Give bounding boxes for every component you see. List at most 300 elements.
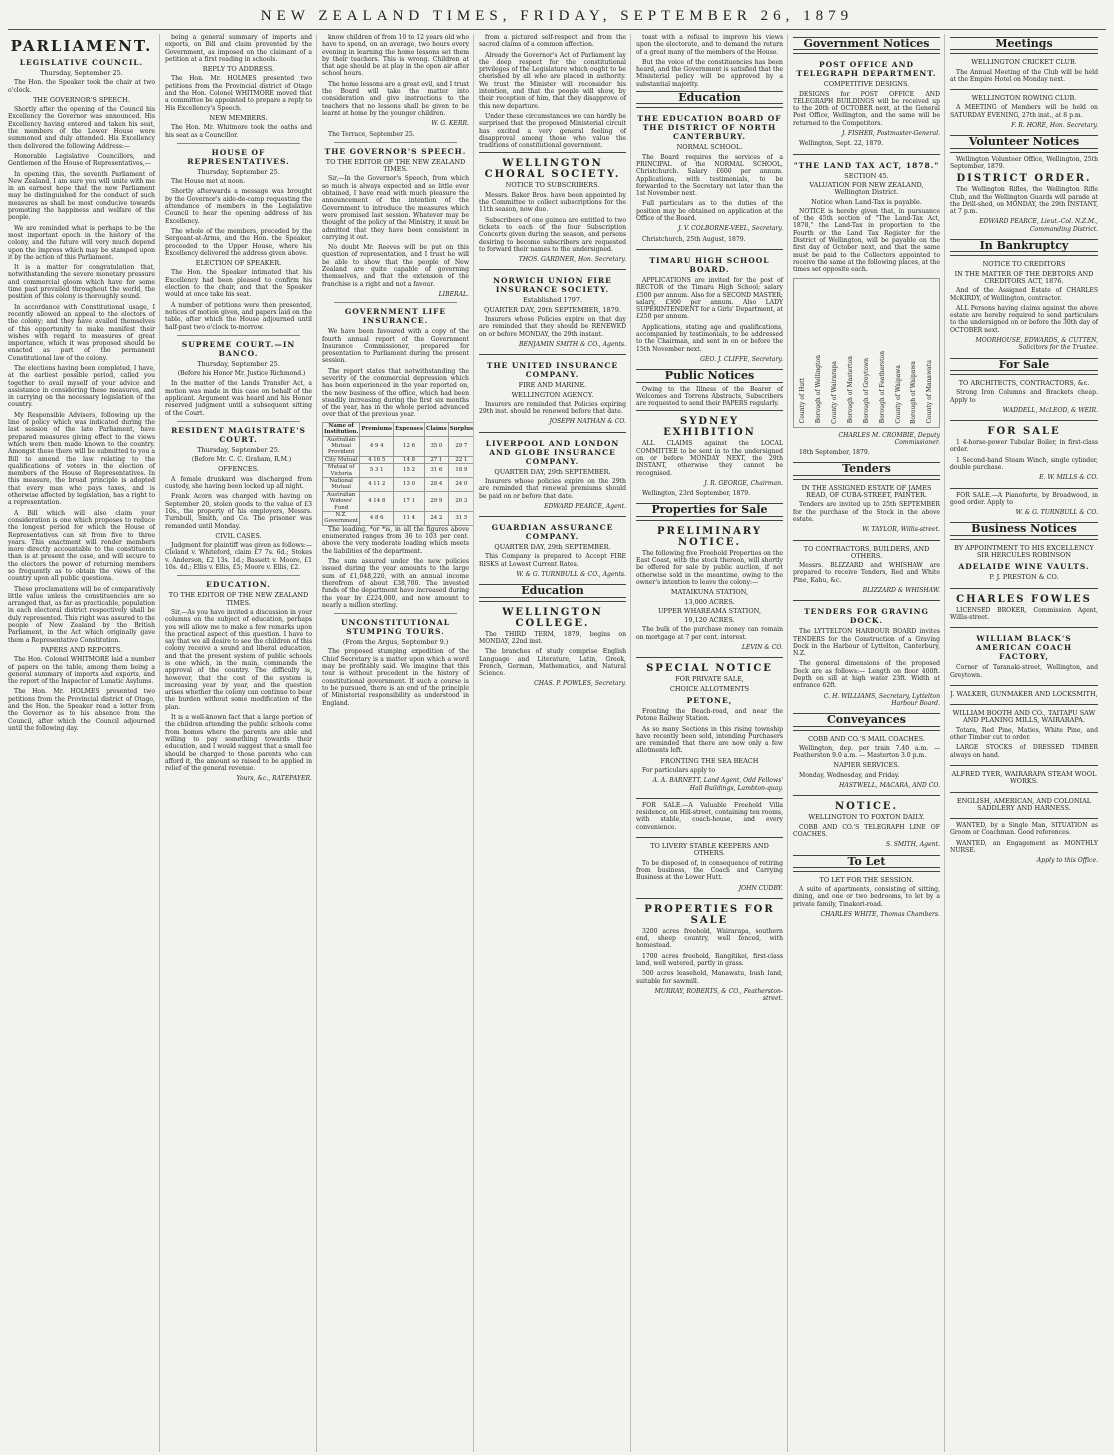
ad-signature: HASTWELL, MACARA, AND CO. (839, 782, 940, 790)
ad-text: Strong Iron Columns and Brackets cheap. Apply to (950, 389, 1098, 404)
ad-subtitle: QUARTER DAY, 29th SEPTEMBER. (494, 543, 611, 552)
council-date: Thursday, September 25. (40, 69, 123, 77)
ad-title: NORWICH UNION FIRE INSURANCE SOCIETY. (493, 276, 612, 295)
ad-subtitle: SECTION 45. (844, 171, 889, 180)
ad-subtitle: Notice when Land-Tax is payable. (811, 197, 922, 206)
address-salutation: Honorable Legislative Councillors, and Gentlemen of the House of Representatives,— (8, 152, 155, 168)
stumping-tours-heading: UNCONSTITUTIONAL STUMPING TOURS. (341, 618, 450, 637)
ad-text: For particulars apply to (642, 767, 716, 774)
article-paragraph: from a pictured self-respect and from the sacred claims of a common affection. (479, 34, 626, 49)
ad-subtitle: WELLINGTON AGENCY. (511, 390, 594, 399)
article-source: (From the Argus, September 9.) (342, 638, 449, 647)
ad-location: Christchurch, 25th August, 1879. (642, 235, 746, 243)
collection-place: Borough of Masterton (846, 356, 854, 424)
ad-text: ALL CLAIMS against the LOCAL COMMITTEE to be sent in to the undersigned on or before MONDAY NEXT, the 29th INSTANT, otherwise they cannot be recognised. (636, 440, 783, 477)
collection-place: Borough of Featherston (878, 351, 886, 424)
properties-banner: Properties for Sale (636, 503, 783, 516)
ad-subtitle: FOR PRIVATE SALE, (675, 675, 744, 684)
court-heading: SUPREME COURT.—IN BANCO. (181, 339, 296, 358)
norwich-union-ad (479, 269, 626, 348)
ad-subtitle: QUARTER DAY, 29th SEPTEMBER. (494, 467, 611, 476)
ad-signature: CHARLES M. CROMBIE, Deputy Commissioner. (838, 431, 940, 446)
ad-title: BY APPOINTMENT TO HIS EXCELLENCY SIR HERCULES ROBINSON (954, 543, 1094, 560)
insurance-table (322, 422, 474, 526)
ad-title: NOTICE TO CREDITORS (982, 260, 1066, 269)
letter-signature: Yours, &c., RATEPAYER. (236, 775, 312, 783)
article-paragraph: A female drunkard was discharged from custody, she having been locked up all night. (165, 475, 312, 491)
table-cell: Australian Widows' Fund (323, 491, 360, 511)
ad-title: DISTRICT ORDER. (956, 173, 1092, 185)
ad-title: WILLIAM BLACK'S AMERICAN COACH FACTORY, (975, 634, 1073, 662)
ad-signature: THOS. GARDNER, Hon. Secretary. (518, 256, 626, 264)
table-header: Expenses (394, 422, 425, 436)
ad-text: 500 acres leasehold, Manawatu, bush land, suitable for sawmill. (636, 970, 783, 985)
ad-title: TENDERS FOR GRAVING DOCK. (804, 607, 929, 626)
article-paragraph: The sum assured under the new policies issued during the year amounts to the large sum of £1,048,220, with an annual income therefrom of about £38,700. The invested funds of the department have increased during the year by £224,000, and now amount to nearly a million sterling. (322, 558, 469, 609)
table-cell: N.Z. Government (324, 512, 359, 525)
table-cell: National Mutual (323, 478, 360, 492)
letter-signature: W. G. KERR. (431, 120, 469, 128)
section-heading: OFFENCES. (218, 465, 259, 474)
article-paragraph: The home lessons are a great evil, and I trust the Board will take the matter into consideration and give instructions to the teachers that no lessons shall be given to be learnt at home by the younger children. (322, 80, 469, 117)
table-cell: 11 4 (394, 512, 425, 526)
ad-location: Wellington, 23rd September, 1879. (642, 490, 751, 498)
ad-text: The Annual Meeting of the Club will be held at the Empire Hotel on Monday next. (950, 68, 1098, 83)
to-let-ad (793, 871, 940, 918)
ad-text: And of the Assigned Estate of CHARLES McKIRDY, of Wellington, contractor. (950, 287, 1098, 302)
divider (177, 335, 300, 336)
article-paragraph: know children of from 10 to 12 years old who have to spend, on an average, two hours every evening in learning the home lessons set them by their teachers. This is wrong. Children at that age should be at play in the open air after school hours. (322, 34, 469, 78)
ad-text: To be disposed of, in consequence of retiring from business, the Coach and Carrying Business at the Lower Hutt. (636, 859, 783, 882)
table-header: Premiums (360, 422, 394, 436)
rm-court-heading: RESIDENT MAGISTRATE'S COURT. (171, 425, 306, 444)
collection-place: County of Waipawa (894, 364, 902, 424)
creditors-notice-ad (950, 255, 1098, 351)
ad-signature: CHAS. P. POWLES, Secretary. (534, 680, 626, 688)
table-cell: Australian Mutual Provident (323, 436, 360, 456)
table-cell: City Mutual (323, 456, 360, 463)
ad-text: LARGE STOCKS of DRESSED TIMBER always on hand. (950, 744, 1098, 759)
column-5 (636, 34, 788, 1452)
column-1 (8, 34, 160, 1452)
table-cell: Mutual of Victoria (323, 464, 360, 478)
ad-subtitle: FRONTING THE SEA BEACH (660, 756, 759, 765)
divider (177, 575, 300, 576)
ad-title: "THE LAND TAX ACT, 1878." (793, 160, 940, 170)
article-paragraph: Under these circumstances we can hardly be surprised that the proposed Ministerial circuit has excited a very general feeling of disapproval among those who value the traditions of constitutional government. (479, 112, 626, 150)
table-cell: 13 0 (394, 478, 425, 492)
conveyances-banner: Conveyances (793, 713, 940, 726)
ad-signature: JOSEPH NATHAN & CO. (549, 418, 626, 426)
council-heading: LEGISLATIVE COUNCIL. (19, 58, 144, 67)
collection-place: County of Hutt (799, 378, 807, 424)
collection-place: Borough of Wellington (815, 355, 823, 424)
columns-sale-ad (950, 374, 1098, 414)
ad-signature: W. & G. TURNBULL & CO. (1015, 509, 1098, 517)
ad-title: SYDNEY EXHIBITION (663, 416, 756, 439)
house-heading: HOUSE OF REPRESENTATIVES. (187, 147, 290, 166)
ad-subtitle: NOTICE TO SUBSCRIBERS. (505, 181, 600, 190)
meetings-banner: Meetings (950, 37, 1098, 50)
article-paragraph: It is a well-known fact that a large portion of the children attending the public schools come from homes where the parents are able and willing to pay something towards their education, and I would suggest that a small fee should be charged to those parents who can afford it, the amount so raised to be applied in relief of the general revenue. (165, 714, 312, 773)
table-header: Surplus (448, 422, 474, 436)
ad-title: TO CONTRACTORS, BUILDERS, AND OTHERS. (803, 544, 930, 560)
letter-location: The Terrace, September 25. (328, 130, 415, 138)
livery-stable-ad (636, 837, 783, 892)
table-cell: 18 9 (448, 464, 474, 478)
ad-text: 1700 acres freehold, Rangitikei, first-class land, well watered, partly in grass. (636, 952, 783, 968)
table-row (323, 512, 475, 526)
collection-place: County of Wairarapa (831, 360, 839, 424)
ad-signature: CHARLES WHITE, Thomas Chambers. (820, 911, 940, 918)
ad-title: J. WALKER, GUNMAKER AND LOCKSMITH, (950, 689, 1098, 698)
ad-text: 1 Second-hand Steam Winch, single cylinder, double purchase. (950, 456, 1098, 471)
article-paragraph: being a general summary of imports and exports, on Bill and claim prevented by the Government, as imposed on the claimant of a petition at a first reading in schools. (165, 34, 312, 63)
coaches-ad (793, 730, 940, 790)
foxton-coach-ad (793, 795, 940, 848)
article-paragraph: The whole of the members, preceded by the Sergeant-at-Arms, and the Hon. the Speaker, proceeded to the Upper House, where his Excellency delivered the address given above. (165, 227, 312, 257)
table-header-row (323, 422, 475, 436)
divider (334, 142, 457, 143)
article-paragraph: The Hon. the Speaker took the chair at two o'clock. (8, 79, 155, 94)
ad-title: NOTICE. (834, 801, 899, 813)
tenders-banner: Tenders (793, 462, 940, 475)
ad-text: The THIRD TERM, 1879, begins on MONDAY, 22nd inst. (479, 630, 626, 645)
court-bench: (Before his Honor Mr. Justice Richmond.) (177, 370, 306, 378)
education-banner: Education (479, 584, 626, 597)
ad-text: Insurers whose policies expire on the 29th are reminded that renewal premiums should be paid on or before that date. (479, 477, 626, 500)
ad-subtitle: NORMAL SCHOOL. (676, 143, 743, 152)
ad-signature: C. H. WILLIAMS, Secretary, Lyttelton Harbour Board. (823, 692, 940, 707)
ad-text: ALL Persons having claims against the above estate are hereby required to send particulars to the undersigned on or before the 30th day of OCTOBER next. (950, 304, 1098, 334)
timaru-board-ad (636, 249, 783, 363)
rm-court-date: Thursday, September 25. (197, 445, 280, 454)
ad-text: APPLICATIONS are invited for the post of RECTOR of the Timaru High School; salary £500 per annum. Also for a SECOND MASTER; salary, £300 per annum. Also LADY SUPERINTENDENT for a Girls' Department, at £250 per annum. (636, 276, 783, 321)
table-cell: 20 3 (448, 491, 474, 511)
ad-subtitle: CHOICE ALLOTMENTS (669, 684, 750, 693)
house-date: Thursday, September 25. (197, 167, 280, 176)
ad-text: Wellington Volunteer Office, Wellington, 25th September, 1879. (950, 155, 1098, 170)
section-heading: ELECTION OF SPEAKER. (195, 259, 282, 268)
table-cell: 27 1 (425, 456, 449, 463)
ad-text: LICENSED BROKER, Commission Agent, Willis-street. (950, 606, 1098, 621)
ad-title: PROPERTIES FOR SALE (644, 903, 775, 926)
article-paragraph: A number of petitions were then presented, notices of motion given, and papers laid on the table, after which the House adjourned until half-past two o'clock to-morrow. (165, 301, 312, 331)
ad-text: A suite of apartments, consisting of sitting, dining, and one or two bedrooms, to let by a private family, Tinakori-road. (793, 886, 940, 908)
ad-signature: A. A. BARNETT, Land Agent, Odd Fellows' Hall Buildings, Lambton-quay. (652, 777, 783, 792)
masthead: NEW ZEALAND TIMES, FRIDAY, SEPTEMBER 26, 1879 (8, 6, 1106, 30)
ad-text: As so many Sections in this rising township have recently been sold, intending Purchasers are reminded that there are now only a few allotments left. (636, 725, 783, 755)
contractors-ad (793, 540, 940, 595)
ad-title: ENGLISH, AMERICAN, AND COLONIAL SADDLERY AND HARNESS. (956, 796, 1092, 812)
boiler-sale-ad (950, 420, 1098, 481)
ad-subtitle: ADELAIDE WINE VAULTS. (958, 562, 1090, 572)
ad-text: WANTED, by a Single Man, SITUATION as Groom or Coachman. Good references. (950, 822, 1098, 837)
ad-title: TIMARU HIGH SCHOOL BOARD. (649, 255, 770, 274)
saddlery-ad (950, 792, 1098, 813)
ad-subtitle: PETONE, (686, 695, 733, 705)
section-heading: PAPERS AND REPORTS. (40, 645, 123, 654)
ad-location: 18th September, 1879. (799, 449, 870, 457)
rm-court-bench: (Before Mr. C. C. Graham, R.M.) (191, 456, 292, 464)
ad-text: Insurers are reminded that Policies expiring 29th inst. should be renewed before that date. (479, 400, 626, 416)
ad-title: WELLINGTON CHORAL SOCIETY. (484, 158, 621, 181)
article-paragraph: The Hon. Mr. HOLMES presented two petitions from the Provincial district of Otago, and the Hon. the Speaker read a letter from the Governor as to his absence from the Council, after which the Council adjourned until the following day. (8, 688, 155, 732)
ad-title: COBB AND CO.'S MAIL COACHES. (808, 734, 925, 743)
table-row (323, 456, 475, 463)
section-heading: THE GOVERNOR'S SPEECH. (33, 95, 130, 104)
assigned-estate-ad (793, 479, 940, 534)
article-paragraph: Judgment for plaintiff was given as follows:— Cleland v. Whiteford, claim £7 7s. 6d.; Stokes v. Anderson, £2 13s. 1d.; Bassett v. Moore, £1 10s. 4d.; Ellis v. Ellis, £5; Moore v. Ellis, £2. (165, 542, 312, 572)
property-name: UPPER WHAREAMA STATION, (657, 606, 762, 615)
section-heading: CIVIL CASES. (215, 531, 262, 540)
article-paragraph: The report states that notwithstanding the severity of the commercial depression which has been experienced in the year reported on, the new business of the office, which had been steadily increasing during the first six months of the year, has in the whole period advanced over that of the previous year. (322, 367, 469, 419)
section-heading: NEW MEMBERS. (209, 113, 268, 122)
article-paragraph: The Hon. Mr. Whitmore took the oaths and his seat as a Councillor. (165, 124, 312, 139)
ad-text: 3200 acres freehold, Wairarapa, southern end, sheep country, well fenced, with homestead. (636, 927, 783, 950)
columns (8, 34, 1106, 1452)
ad-subtitle: WELLINGTON TO FOXTON DAILY. (808, 813, 925, 822)
ad-title: WELLINGTON CRICKET CLUB. (971, 58, 1077, 67)
article-paragraph: The proposed stumping expedition of the Chief Secretary is a matter upon which a word may be profitably said. We imagine that this tour is without precedent in the history of constitutional government. If such a course is to be pursued, there is an end of the principle of Ministerial responsibility as understood in England. (322, 648, 469, 707)
divider (177, 421, 300, 422)
article-paragraph: My Responsible Advisers, following up the line of policy which was indicated during the last session of the late Parliament, have prepared measures giving effect to the views which were then made known to the country. Amongst these there will be submitted to you a Bill to amend the law relating to the qualifications of voters in the election of members of the House of Representatives. In this measure, the broad principle is adopted that every man who pays taxes, and is otherwise affected by legislation, has a right to a representation. (8, 411, 155, 507)
broker-ad (950, 588, 1098, 622)
choral-society-ad (479, 152, 626, 263)
article-paragraph: It is a matter for congratulation that, notwithstanding the severe monetary pressure and commercial gloom which have for some time past prevailed throughout the world, the position of this colony is thoroughly sound. (8, 264, 155, 301)
ad-signature: E. W. MILLS & CO. (1039, 474, 1098, 482)
gunmaker-ad (950, 685, 1098, 698)
divider (334, 613, 457, 614)
ad-signature: BENJAMIN SMITH & CO., Agents. (519, 340, 626, 348)
ad-text: Subscribers of one guinea are entitled to two tickets to each of the four Subscription Concerts given during the season, and persons desiring to become subscribers are requested to forward their names to the undersigned. (479, 216, 626, 253)
table-header: Name of Institution. (324, 422, 359, 436)
table-cell: 17 1 (394, 491, 425, 511)
ad-text: A MEETING of Members will be held on SATURDAY EVENING, 27th inst., at 8 p.m. (950, 104, 1098, 119)
article-paragraph: In opening this, the seventh Parliament of New Zealand, I am sure you will unite with me in an earnest hope that the new Parliament may be distinguished for the conduct of such measures as shall be most conducive towards promoting the happiness and welfare of the people. (8, 170, 155, 222)
government-notices-banner: Government Notices (793, 37, 940, 50)
ad-title: TO ARCHITECTS, CONTRACTORS, &c. (958, 378, 1090, 387)
ad-signature: EDWARD PEARCE, Lieut.-Col. N.Z.M., Commanding District. (979, 218, 1098, 233)
bankruptcy-banner: In Bankruptcy (950, 239, 1098, 252)
table-row (323, 491, 475, 511)
ad-text: Totara, Red Pine, Maties, White Pine, and other Timber cut to order. (950, 726, 1098, 742)
ad-location: Wellington, Sept. 22, 1879. (799, 140, 884, 148)
education-banner: Education (636, 91, 783, 104)
article-paragraph: toast with a refusal to improve his views upon the electorate, and to demand the return of a great many of the members of the House. (636, 34, 783, 56)
collection-place: County of Manawatu (926, 360, 934, 424)
collection-table (793, 278, 940, 428)
volunteer-banner: Volunteer Notices (950, 135, 1098, 148)
coach-factory-ad (950, 627, 1098, 679)
article-paragraph: Shortly after the opening of the Council his Excellency the Governor was announced. His Excellency having entered and taken his seat, the members of the Lower House were summoned and duly attended. His Excellency then delivered the following Address:— (8, 106, 155, 150)
divider (334, 302, 457, 303)
rowing-club-ad (950, 89, 1098, 129)
ad-signature: S. SMITH, Agent. (885, 841, 940, 849)
ad-text: Corner of Taranaki-street, Wellington, and Greytown. (950, 664, 1098, 679)
table-cell: 4 14 8 (360, 491, 394, 511)
sydney-exhibition-ad (636, 410, 783, 497)
article-paragraph: The elections having been completed, I have, at the earliest possible period, called you together to avail myself of your advice and assistance in considering these measures, and in carrying on the necessary legislation of the country. (8, 364, 155, 409)
ad-title: THE UNITED INSURANCE COMPANY. (486, 361, 619, 380)
ad-subtitle: Established 1797. (522, 296, 583, 305)
ad-text: Tenders are invited up to 25th SEPTEMBER for the purchase of the Stock in the above estate. (793, 501, 940, 523)
table-header: Claims (425, 422, 449, 436)
ad-signature: BLIZZARD & WHISHAW. (862, 586, 940, 594)
liverpool-london-ad (479, 432, 626, 510)
ad-signature: F. R. HORE, Hon. Secretary. (1011, 122, 1098, 130)
ad-signature: P. J. PRESTON & CO. (989, 573, 1059, 582)
education-letter-heading: EDUCATION. (206, 580, 271, 590)
ad-text: Messrs. Baker Bros. have been appointed by the Committee to collect subscriptions for the 11th season, now due. (479, 191, 626, 214)
article-paragraph: The Hon. the Speaker intimated that his Excellency had been pleased to confirm his election to the chair, and that the Speaker would at once take his seat. (165, 269, 312, 299)
article-paragraph: Frank Acorn was charged with having on September 20, stolen goods to the value of £3 10s., the property of his employers, Messrs. Turnbull, Smith, and Co. The prisoner was remanded until Monday. (165, 493, 312, 530)
ad-signature: W. TAYLOR, Willis-street. (862, 526, 940, 534)
to-let-banner: To Let (793, 855, 940, 868)
parliament-heading: PARLIAMENT. (10, 37, 153, 55)
ad-subtitle: QUARTER DAY, 29th SEPTEMBER, 1879. (484, 305, 621, 314)
ad-signature: J. V. COLBORNE-VEEL, Secretary. (678, 225, 783, 233)
table-cell: 29 7 (448, 436, 474, 456)
table-row (323, 478, 475, 492)
ad-text: NOTICE is hereby given that, in pursuance of the 45th section of "The Land-Tax Act, 1878," the Land-Tax in proportion to the Fourth or the Land Tax Register for the District of Wellington, will be payable on the first day of October next, and that the same must be paid to the Collectors appointed to receive the same at the following places, at the times set opposite each. (793, 207, 940, 274)
business-banner: Business Notices (950, 522, 1098, 535)
table-cell: 12 6 (394, 436, 425, 456)
article-paragraph: In the matter of the Lands Transfer Act, a motion was made in this case on behalf of the applicant. Argument was heard and his Honor reserved judgment until a subsequent sitting of the Court. (165, 380, 312, 417)
article-paragraph: We are reminded what is perhaps to be the most important epoch in the history of the colony, and the future will very much depend upon the impress which may be stamped upon it by the action of this Parliament. (8, 224, 155, 261)
ad-signature: Apply to this Office. (1036, 857, 1098, 865)
column-6 (793, 34, 945, 1452)
table-cell: 15 2 (394, 464, 425, 478)
ad-text: DESIGNS for POST OFFICE AND TELEGRAPH BUILDINGS will be received up to the 20th of OCTOBER next, at the General Post Office, Wellington, and the same will be returned to the Competitors. (793, 90, 940, 127)
property-size: 19,120 ACRES. (684, 616, 735, 625)
table-cell: 4 11 2 (360, 478, 394, 492)
letter-address: TO THE EDITOR OF THE NEW ZEALAND TIMES. (168, 591, 309, 607)
ad-text: FOR SALE.—A Pianoforte, by Broadwood, in good order. Apply to (950, 491, 1098, 506)
ad-title: ALFRED TYER, WAIRARAPA STEAM WOOL WORKS. (951, 769, 1097, 786)
divider (177, 143, 300, 144)
article-paragraph: The leading, *or *is, in all the figures above enumerated ranges from 36 to 103 per cent. above the very moderate loading which meets the liabilities of the department. (322, 525, 469, 555)
properties-sale-ad (636, 898, 783, 1003)
table-row (323, 436, 475, 456)
article-paragraph: The Hon. Colonel WHITMORE laid a number of papers on the table, among them being a general summary of imports and exports, and the report of the Inspector of Lunatic Asylums. (8, 656, 155, 686)
letter-address: TO THE EDITOR OF THE NEW ZEALAND TIMES. (325, 157, 466, 174)
ad-signature: J. R. GEORGE, Chairman. (704, 479, 783, 487)
table-cell: 31 5 (448, 512, 474, 526)
ad-title: GUARDIAN ASSURANCE COMPANY. (491, 523, 614, 542)
table-row (323, 464, 475, 478)
article-paragraph: In accordance with Constitutional usage, I recently allowed an appeal to the electors of the colony; and they have availed themselves of this opportunity to make manifest their wishes with regard to measures of great importance, which it was proposed should be enacted as part of the permanent Constitutional law of the colony. (8, 303, 155, 362)
saw-mills-ad (950, 704, 1098, 759)
ad-signature: J. FISHER, Postmaster-General. (842, 130, 940, 138)
property-name: MATAIKUNA STATION, (670, 588, 749, 597)
ad-signature: LEVIN & CO. (741, 644, 783, 652)
ad-text: The branches of study comprise English Language and Literature, Latin, Greek, French, German, Mathematics, and Natural Science. (479, 648, 626, 678)
table-cell: 4 9 4 (360, 436, 394, 456)
wellington-college-ad (479, 601, 626, 688)
district-order-ad (950, 152, 1098, 233)
property-size: 13,000 ACRES. (684, 597, 735, 606)
for-sale-banner: For Sale (950, 358, 1098, 371)
ad-signature: W. & G. TURNBULL & CO., Agents. (516, 571, 626, 579)
article-paragraph: But the voice of the constituencies has been heard, and the Government is satisfied that the Ministerial policy will be approved by a substantial majority. (636, 58, 783, 88)
table-cell: 4 16 5 (360, 456, 394, 463)
ad-signature: GEO. J. CLIFFE, Secretary. (700, 355, 783, 363)
ad-text: Monday, Wednesday, and Friday. (799, 771, 900, 779)
ad-signature: MURRAY, ROBERTS, & CO., Featherston-street. (654, 987, 783, 1003)
collection-place: Borough of Greytown (862, 358, 870, 424)
cricket-club-ad (950, 53, 1098, 83)
court-date: Thursday, September 25. (197, 359, 280, 368)
ad-text: This Company is prepared to Accept FIRE RISKS at Lowest Current Rates. (479, 553, 626, 568)
ad-text: 1 4-horse-power Tubular Boiler, in first-class order. (950, 439, 1098, 454)
ad-signature: JOHN CUDBY. (738, 884, 783, 892)
graving-dock-ad (793, 600, 940, 707)
ad-title: PRELIMINARY NOTICE. (657, 525, 762, 548)
wool-works-ad (950, 765, 1098, 786)
ad-text: Wellington, dep. per train 7.40 a.m. — Featherston 9.0 a.m. — Masterton 3.0 p.m. (793, 744, 940, 760)
ad-title: SPECIAL NOTICE (646, 663, 773, 675)
table-cell: 14 8 (394, 456, 425, 463)
ad-text: The bulk of the purchase money can remain on mortgage at 7 per cent. interest. (636, 626, 783, 641)
article-paragraph: The Hon. Mr. HOLMES presented two petitions from the Provincial district of Otago and the Hon. Colonel WHITMORE moved that a committee be appointed to prepare a reply to His Excellency's Speech. (165, 75, 312, 112)
column-3 (322, 34, 474, 1452)
ad-text: FOR SALE.—A Valuable Freehold Villa residence, on Hill-street, containing ten rooms, with stable, coach-house, and every convenience. (636, 801, 783, 831)
ad-text: Full particulars as to the duties of the position may be obtained on application at the Office of the Board. (636, 200, 783, 223)
notice-text: Owing to the Illness of the Bearer of Welcomes and Torrens Abstracts, Subscribers are requested to send their PAPERS regularly. (636, 385, 783, 408)
article-paragraph: A Bill which will also claim your consideration is one which proposes to reduce the longest period for which the House of Representatives can sit from five to three years. This enactment will render members more directly accountable to the constituents than is at present the case, and will secure to the electors the power of returning members so frequently as to obtain the views of the country upon all public questions. (8, 509, 155, 583)
ad-subtitle: IN THE MATTER OF THE DEBTORS AND CREDITORS ACT, 1876. (954, 269, 1094, 285)
article-paragraph: We have been favoured with a copy of the fourth annual report of the Government Insurance Commissioner, prepared for presentation to Parliament during the present session. (322, 328, 469, 365)
ad-title: THE EDUCATION BOARD OF THE DISTRICT OF NORTH CANTERBURY. (637, 114, 782, 142)
ad-subtitle: VALUATION FOR NEW ZEALAND, Wellington District. (809, 180, 924, 197)
table-cell: 35 0 (425, 436, 449, 456)
collection-place: Borough of Waipawa (910, 360, 918, 424)
piano-sale-ad (950, 488, 1098, 517)
united-insurance-ad (479, 354, 626, 425)
post-office-ad (793, 53, 940, 147)
ad-title: WILLIAM BOOTH AND CO., TAITAPU SAW AND PLANING MILLS, WAIRARAPA. (952, 709, 1096, 725)
ad-text: The following five Freehold Properties on the East Coast, with the stock thereon, will shortly be offered for sale by public auction, if not otherwise sold in the meantime, owing to the owner's intention to leave the colony:— (636, 549, 783, 586)
table-cell: 28 4 (425, 478, 449, 492)
ad-text: The general dimensions of the proposed Dock are as follows:— Length on floor 400ft. Depth on sill at high water 23ft. Width at entrance 62ft. (793, 660, 940, 690)
preliminary-notice-ad (636, 520, 783, 652)
ad-text: WANTED, an Engagement as MONTHLY NURSE. (950, 839, 1098, 854)
table-cell: 31 6 (425, 464, 449, 478)
letter-signature: LIBERAL. (438, 290, 469, 298)
ad-text: COBB AND CO.'S TELEGRAPH LINE OF COACHES. (793, 823, 940, 838)
life-insurance-heading: GOVERNMENT LIFE INSURANCE. (344, 307, 447, 326)
villa-sale-ad (636, 798, 783, 831)
column-2 (165, 34, 317, 1452)
article-paragraph: Sir,—In the Governor's Speech, from which so much is always expected and so little ever obtained, I have read with much pleasure the announcement of the intention of the Government to introduce the measures which were promised last session. Whatever may be thought of the policy of the Ministry, it must be admitted that they have been consistent in carrying it out. (322, 175, 469, 241)
special-notice-ad (636, 657, 783, 792)
wanted-ad (950, 818, 1098, 864)
wine-vaults-ad (950, 539, 1098, 582)
ad-text: The Board requires the services of a PRINCIPAL of the NORMAL SCHOOL, Christchurch. Salary £600 per annum. Applications, with testimonials, to be forwarded to the Secretary not later than the 1st November next. (636, 153, 783, 198)
section-heading: REPLY TO ADDRESS. (202, 65, 275, 74)
ad-text: Messrs. BLIZZARD and WHISHAW are prepared to receive Tenders, Red and White Pine, Kahu, &c. (793, 562, 940, 584)
table-cell: 24 2 (425, 512, 449, 526)
ad-signature: MOORHOUSE, EDWARDS, & CUTTEN, Solicitors for the Trustee. (975, 337, 1098, 352)
ad-title: CHARLES FOWLES (956, 593, 1092, 605)
table-body (323, 436, 475, 525)
ad-subtitle: COMPETITIVE DESIGNS. (823, 80, 910, 89)
ad-title: LIVERPOOL AND LONDON AND GLOBE INSURANCE COMPANY. (485, 438, 620, 466)
article-paragraph: Sir,—As you have invited a discussion in your columns on the subject of education, perhaps you will allow me to make a few remarks upon the practical aspect of this question. I have to say that we all desire to see the children of this colony receive a sound and liberal education, and that the present system of public schools is one which, in the main, commands the approval of the country. The difficulty is, however, that the cost of the system is increasing year by year, and the question arises whether the colony can continue to bear the burden without some modification of the plan. (165, 608, 312, 711)
table-cell: 24 0 (448, 478, 474, 492)
article-paragraph: Already the Governor's Act of Parliament lay the deep respect for the constitutional privileges of the Legislature which ought to be cherished by all who are placed in authority. We trust the Minister will reconsider his intention, and that the people will show, by their reception of him, that they disapprove of this new departure. (479, 51, 626, 110)
